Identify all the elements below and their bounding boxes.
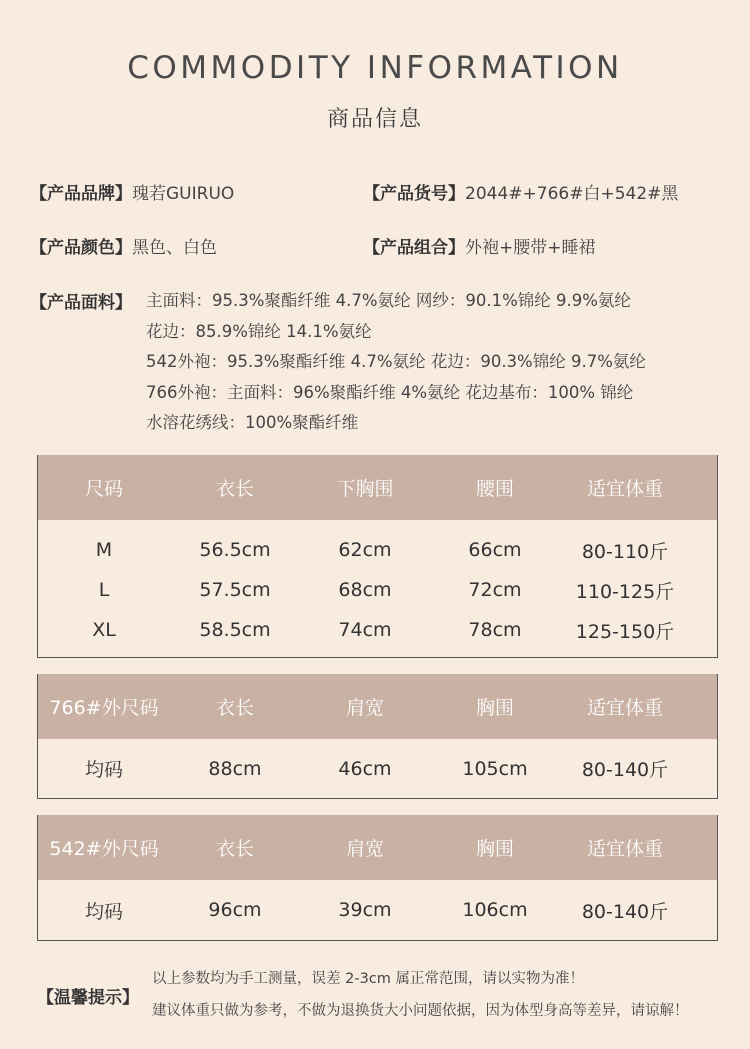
table-cell: 均码 xyxy=(84,759,123,781)
combo-label: 【产品组合】 xyxy=(363,238,465,258)
page-title-en: COMMODITY INFORMATION xyxy=(127,50,623,86)
header-cell: 胸围 xyxy=(475,697,514,719)
table-cell: 80-110斤 xyxy=(581,540,669,563)
table-cell: 74cm xyxy=(338,619,392,641)
table-cell: 72cm xyxy=(468,579,522,601)
table-cell: L xyxy=(98,579,110,601)
table-cell: 66cm xyxy=(468,539,522,561)
tips-line: 以上参数均为手工测量，误差 2-3cm 属正常范围，请以实物为准！ xyxy=(152,971,584,987)
header-cell: 下胸围 xyxy=(336,478,394,500)
table-cell: 96cm xyxy=(208,899,262,921)
fabric-label-row xyxy=(30,288,132,313)
color-label: 【产品颜色】 xyxy=(30,238,132,258)
brand-value: 瑰若GUIRUO xyxy=(132,184,235,204)
header-cell: 衣长 xyxy=(215,697,254,719)
fabric-line: 766外袍：主面料：96%聚酯纤维 4%氨纶 花边基布：100% 锦纶 xyxy=(146,382,634,402)
table-cell: 105cm xyxy=(462,757,528,780)
color-value: 黑色、白色 xyxy=(132,238,217,258)
header-cell: 衣长 xyxy=(215,838,254,860)
table-cell: 58.5cm xyxy=(199,619,271,641)
table-cell: 78cm xyxy=(468,619,522,641)
header-cell: 542#外尺码 xyxy=(49,838,159,860)
table-cell: 106cm xyxy=(462,899,528,921)
table-body xyxy=(38,520,717,657)
size-table-766 xyxy=(37,674,718,799)
color-row xyxy=(30,233,217,258)
table-cell: XL xyxy=(92,619,116,641)
table-cell: 46cm xyxy=(338,757,392,780)
header-cell: 衣长 xyxy=(215,478,254,500)
header-cell: 腰围 xyxy=(475,478,514,500)
sku-row xyxy=(363,179,678,204)
header-cell: 胸围 xyxy=(475,838,514,860)
table-header xyxy=(38,455,717,520)
table-cell: 110-125斤 xyxy=(575,580,675,603)
fabric-line: 542外袍：95.3%聚酯纤维 4.7%氨纶 花边：90.3%锦纶 9.7%氨纶 xyxy=(146,352,646,371)
sku-value: 2044#+766#白+542#黑 xyxy=(465,184,679,204)
sku-label: 【产品货号】 xyxy=(363,184,465,204)
table-header xyxy=(38,674,717,739)
table-cell: 88cm xyxy=(208,757,262,780)
table-row xyxy=(38,739,717,798)
fabric-line: 水溶花绣线：100%聚酯纤维 xyxy=(146,413,359,432)
table-cell: 39cm xyxy=(338,899,392,921)
combo-row xyxy=(363,233,596,258)
table-cell: 57.5cm xyxy=(199,579,271,601)
header-cell: 适宜体重 xyxy=(586,697,663,719)
fabric-details xyxy=(146,286,646,439)
fabric-line: 主面料：95.3%聚酯纤维 4.7%氨纶 网纱：90.1%锦纶 9.9%氨纶 xyxy=(146,291,631,310)
table-cell: M xyxy=(95,539,113,561)
page-title-cn: 商品信息 xyxy=(326,107,423,132)
fabric-label: 【产品面料】 xyxy=(30,293,132,313)
table-row xyxy=(38,880,717,940)
table-header xyxy=(38,815,717,880)
tips-label: 【温馨提示】 xyxy=(37,988,139,1008)
table-row xyxy=(38,530,717,570)
table-cell: 80-140斤 xyxy=(581,900,669,923)
table-cell: 均码 xyxy=(84,900,123,923)
table-cell: 68cm xyxy=(338,579,392,601)
header-cell: 尺码 xyxy=(84,478,123,500)
header-cell: 肩宽 xyxy=(345,838,384,860)
tips-line: 建议体重只做为参考，不做为退换货大小问题依据，因为体型身高等差异，请谅解！ xyxy=(152,1003,689,1019)
size-table-main xyxy=(37,455,718,658)
table-row xyxy=(38,610,717,650)
brand-label: 【产品品牌】 xyxy=(30,184,132,204)
table-cell: 56.5cm xyxy=(199,539,271,561)
table-body xyxy=(38,739,717,798)
combo-value: 外袍+腰带+睡裙 xyxy=(465,238,596,258)
brand-row xyxy=(30,179,234,204)
size-table-542 xyxy=(37,815,718,941)
table-cell: 62cm xyxy=(338,539,392,561)
header-cell: 肩宽 xyxy=(345,697,384,719)
table-cell: 125-150斤 xyxy=(575,620,675,643)
header-cell: 适宜体重 xyxy=(586,838,663,860)
table-cell: 80-140斤 xyxy=(581,759,669,781)
table-body xyxy=(38,880,717,940)
header-cell: 适宜体重 xyxy=(586,478,663,500)
table-row xyxy=(38,570,717,610)
header-cell: 766#外尺码 xyxy=(49,697,159,719)
fabric-line: 花边：85.9%锦纶 14.1%氨纶 xyxy=(146,321,372,341)
